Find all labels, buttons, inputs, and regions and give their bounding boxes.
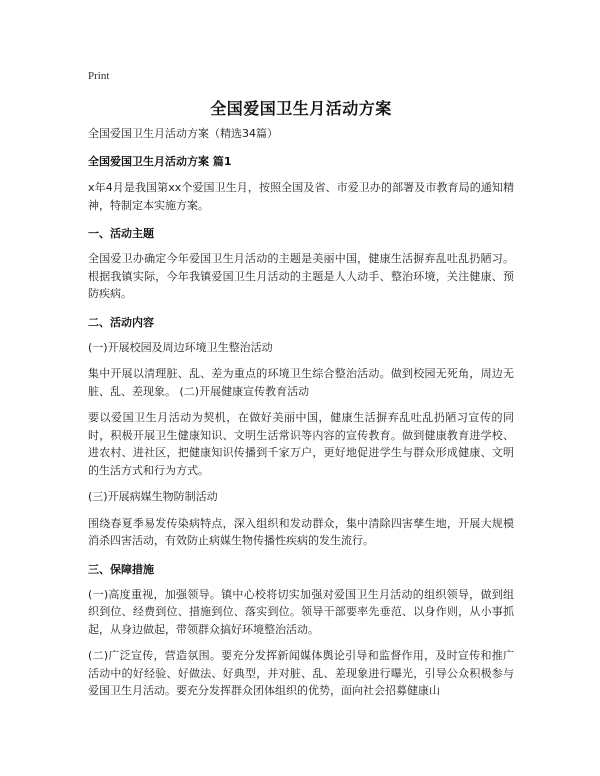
section-heading-content: 二、活动内容 xyxy=(88,315,154,329)
measures-item1-paragraph: (一)高度重视，加强领导。镇中心校将切实加强对爱国卫生月活动的组织领导，做到组织到位、经费到位、措施到位、落实到位。领导干部要率先垂范、以身作则，从小事抓起，从身边做起，带领群众搞好环境整治活动。 xyxy=(88,587,514,636)
content-item1-title: (一)开展校园及周边环境卫生整治活动 xyxy=(88,340,273,354)
content-item3-paragraph: 围绕春夏季易发传染病特点，深入组织和发动群众，集中清除四害孳生地，开展大规模消杀四害活动，有效防止病媒生物传播性疾病的发生流行。 xyxy=(88,516,514,547)
content-item3-title: (三)开展病媒生物防制活动 xyxy=(88,490,218,503)
page-title: 全国爱国卫生月活动方案 xyxy=(210,99,392,118)
document-page xyxy=(88,68,514,700)
article-heading: 全国爱国卫生月活动方案 篇1 xyxy=(88,155,232,168)
intro-paragraph: x年4月是我国第xx个爱国卫生月，按照全国及省、市爱卫办的部署及市教育局的通知精神，特制定本实施方案。 xyxy=(88,181,514,212)
document-subtitle: 全国爱国卫生月活动方案（精选34篇） xyxy=(88,127,278,140)
section-heading-theme: 一、活动主题 xyxy=(88,227,154,240)
section-heading-measures: 三、保障措施 xyxy=(88,562,154,576)
content-item1-paragraph: 集中开展以清理脏、乱、差为重点的环境卫生综合整治活动。做到校园无死角，周边无脏、乱、差现象。 (二)开展健康宣传教育活动 xyxy=(88,367,514,398)
content-item2-paragraph: 要以爱国卫生月活动为契机，在做好美丽中国，健康生活摒弃乱吐乱扔陋习宣传的同时，积极开展卫生健康知识、文明生活常识等内容的宣传教育。做到健康教育进学校、进农村、进社区，把健康知识传播到千家万户，更好地促进学生与群众形成健康、文明的生活方式和行为方式。 xyxy=(88,411,514,477)
print-link[interactable]: Print xyxy=(88,70,110,82)
measures-item2-paragraph: (二)广泛宣传，营造氛围。要充分发挥新闻媒体舆论引导和监督作用，及时宣传和推广活动中的好经验、好做法、好典型，并对脏、乱、差现象进行曝光，引导公众积极参与爱国卫生月活动。要充分发挥群众团体组织的优势，面向社会招募健康山 xyxy=(88,649,514,697)
theme-paragraph: 全国爱卫办确定今年爱国卫生月活动的主题是美丽中国，健康生活摒弃乱吐乱扔陋习。根据我镇实际，今年我镇爱国卫生月活动的主题是人人动手、整治环境，关注健康、预防疾病。 xyxy=(88,252,514,300)
